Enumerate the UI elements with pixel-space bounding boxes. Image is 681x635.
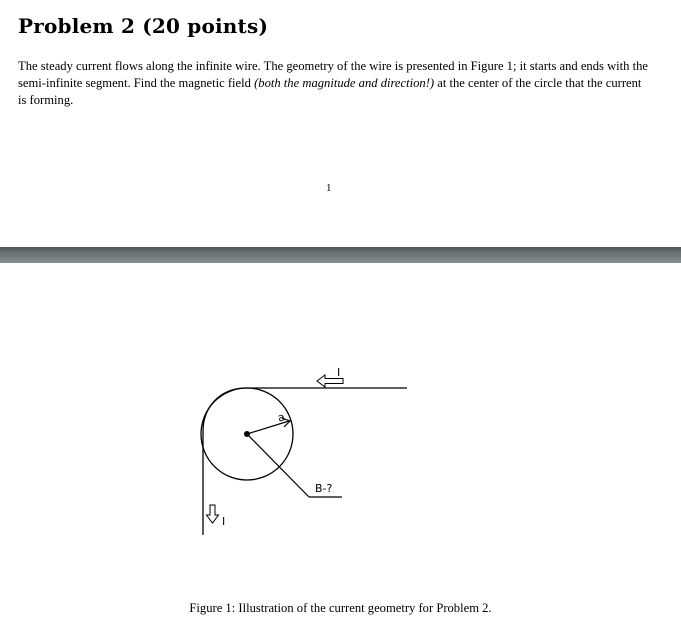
figure-caption: Figure 1: Illustration of the current geometry for Problem 2.	[189, 601, 492, 615]
wire-geometry-diagram	[0, 263, 681, 631]
page-number: 1	[326, 182, 332, 194]
problem-title: Problem 2 (20 points)	[18, 14, 269, 38]
wire-bend	[203, 388, 244, 431]
bottom-current-label: I	[222, 515, 226, 528]
page-break-bar	[0, 247, 681, 263]
statement-text-1: The steady current flows along the infinite wire. The geometry of the wire is presented in Figure 1; it starts and ends with the semi-infinite segment. Find the magnetic field	[18, 59, 648, 90]
field-label: B-?	[315, 482, 333, 495]
top-current-label: I	[337, 366, 341, 379]
field-leader-line	[247, 434, 309, 497]
radius-label: a	[276, 410, 287, 425]
bottom-current-arrow-icon	[207, 505, 219, 523]
statement-emphasis: (both the magnitude and direction!)	[254, 76, 435, 90]
statement-text-2: at the center of the circle that the current is forming.	[18, 76, 642, 107]
problem-statement	[18, 58, 648, 109]
figure-1	[0, 263, 681, 631]
